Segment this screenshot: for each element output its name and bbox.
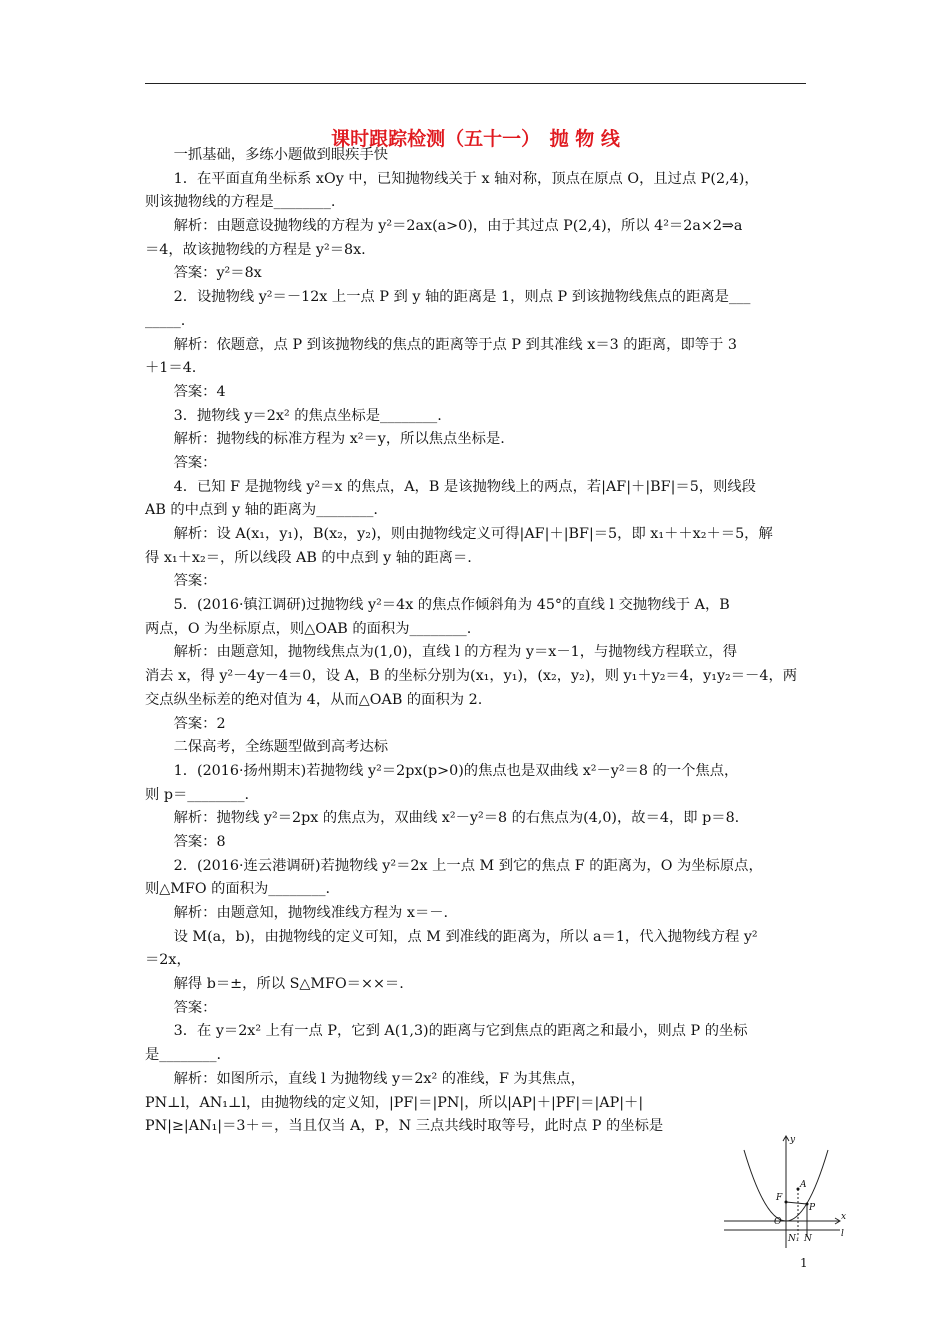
point-p (806, 1203, 809, 1206)
text-line: 答案：y²＝8x (145, 265, 262, 282)
parabola-figure (716, 1130, 850, 1252)
text-line: 解析：如图所示，直线 l 为抛物线 y＝2x² 的准线，F 为其焦点， (145, 1070, 585, 1087)
text-line: 解析：抛物线的标准方程为 x²＝y，所以焦点坐标是. (145, 431, 505, 448)
text-line: 答案： (145, 573, 217, 590)
text-line: 解析：设 A(x₁，y₁)，B(x₂，y₂)，则由抛物线定义可得|AF|＋|BF|＝5，即 x₁＋＋x₂＋＝5，解 (145, 526, 773, 542)
text-line: 交点纵坐标差的绝对值为 4，从而△OAB 的面积为 2. (145, 691, 483, 708)
text-line: 解析：依题意，点 P 到该抛物线的焦点的距离等于点 P 到其准线 x＝3 的距离，即等于 3 (145, 336, 737, 353)
text-line: 答案： (145, 454, 217, 471)
text-line: 解析：由题意设抛物线的方程为 y²＝2ax(a>0)，由于其过点 P(2,4)，所以 4²＝2a×2⇒a (145, 218, 743, 235)
text-line: 2．(2016·连云港调研)若抛物线 y²＝2x 上一点 M 到它的焦点 F 的距离为，O 为坐标原点， (145, 857, 763, 874)
segment-fp (786, 1202, 807, 1204)
text-line: 设 M(a，b)，由抛物线的定义可知，点 M 到准线的距离为，所以 a＝1，代入抛物线方程 y² (145, 928, 758, 945)
text-line: 3．抛物线 y＝2x² 的焦点坐标是________. (145, 407, 442, 424)
text-line: 解析：抛物线 y²＝2px 的焦点为，双曲线 x²－y²＝8 的右焦点为(4,0)，故＝4，即 p＝8. (145, 810, 740, 827)
text-line: 是________. (145, 1047, 222, 1064)
text-line: ＋1＝4. (145, 360, 197, 377)
text-line: 答案：4 (145, 383, 226, 400)
page-title: 课时跟踪检测（五十一） 抛 物 线 (331, 128, 620, 150)
label-p: P (809, 1203, 816, 1213)
text-line: 1．在平面直角坐标系 xOy 中，已知抛物线关于 x 轴对称，顶点在原点 O，且过点 P(2,4)， (145, 170, 759, 187)
text-line: 一抓基础，多练小题做到眼疾手快 (145, 147, 389, 163)
text-line: 4．已知 F 是抛物线 y²＝x 的焦点，A，B 是该抛物线上的两点，若|AF|＋|BF|＝5，则线段 (145, 478, 756, 495)
text-line: PN|≥|AN₁|＝3＋＝，当且仅当 A，P，N 三点共线时取等号，此时点 P 的坐标是 (145, 1118, 664, 1135)
label-y: y (790, 1135, 796, 1145)
text-line: 则△MFO 的面积为________. (145, 881, 331, 898)
text-line: 则该抛物线的方程是________. (145, 194, 336, 211)
text-line: 得 x₁＋x₂＝，所以线段 AB 的中点到 y 轴的距离＝. (145, 549, 472, 566)
text-line: 两点，O 为坐标原点，则△OAB 的面积为________. (145, 620, 472, 637)
text-line: ＝2x， (145, 952, 191, 969)
document-body (145, 144, 815, 1139)
text-line: 解析：由题意知，抛物线准线方程为 x＝－. (145, 905, 449, 921)
text-line: 二保高考，全练题型做到高考达标 (145, 739, 389, 756)
point-a (797, 1188, 800, 1191)
text-line: 答案：8 (145, 833, 226, 850)
text-line: 则 p＝________. (145, 786, 250, 803)
label-o: O (774, 1217, 782, 1227)
text-line: 消去 x，得 y²－4y－4＝0，设 A，B 的坐标分别为(x₁，y₁)，(x₂，y₂)，则 y₁＋y₂＝4，y₁y₂＝－4，两 (145, 668, 798, 685)
label-n1: N₁ (788, 1234, 800, 1244)
label-l: l (841, 1229, 844, 1239)
text-line: _____. (145, 312, 186, 329)
text-line: 1．(2016·扬州期末)若抛物线 y²＝2px(p>0)的焦点也是双曲线 x²－y²＝8 的一个焦点， (145, 762, 739, 779)
label-a: A (800, 1180, 807, 1190)
page-number: 1 (800, 1256, 808, 1270)
text-line: ＝4，故该抛物线的方程是 y²＝8x. (145, 241, 366, 258)
text-line: AB 的中点到 y 轴的距离为________. (145, 502, 378, 519)
text-line: 5．(2016·镇江调研)过抛物线 y²＝4x 的焦点作倾斜角为 45°的直线 l 交抛物线于 A，B (145, 597, 730, 614)
label-n: N (804, 1234, 812, 1244)
label-x: x (841, 1212, 847, 1222)
text-line: 解得 b＝±，所以 S△MFO＝××＝. (145, 976, 404, 993)
text-line: PN⊥l，AN₁⊥l，由抛物线的定义知，|PF|＝|PN|，所以|AP|＋|PF|＝|AP|＋| (145, 1094, 644, 1111)
label-f: F (776, 1193, 783, 1203)
text-line: 2．设抛物线 y²＝－12x 上一点 P 到 y 轴的距离是 1，则点 P 到该抛物线焦点的距离是___ (145, 289, 751, 306)
text-line: 答案： (145, 999, 217, 1016)
text-line: 答案：2 (145, 715, 226, 732)
point-f (785, 1201, 788, 1204)
header-rule (145, 83, 806, 84)
text-line: 3．在 y＝2x² 上有一点 P，它到 A(1,3)的距离与它到焦点的距离之和最小，则点 P 的坐标 (145, 1023, 748, 1040)
text-line: 解析：由题意知，抛物线焦点为(1,0)，直线 l 的方程为 y＝x－1，与抛物线方程联立，得 (145, 644, 738, 661)
